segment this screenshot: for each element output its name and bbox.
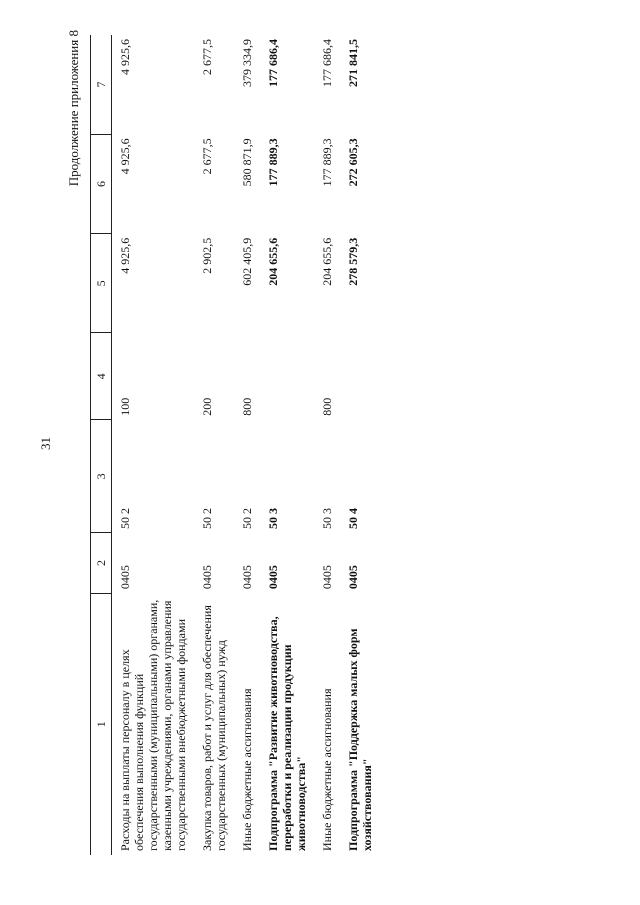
table-row xyxy=(194,35,234,855)
section-code: 0405 xyxy=(118,565,132,590)
program-code: 50 3 xyxy=(320,508,334,529)
column-header: 1 xyxy=(91,593,112,855)
amount-col5: 602 405,9 xyxy=(240,237,254,286)
amount-col7: 2 677,5 xyxy=(200,39,214,75)
subprogram-row xyxy=(340,35,380,855)
amount-col7: 271 841,5 xyxy=(346,39,360,87)
row-name: Подпрограмма "Развитие животноводства, переработки и реализации продукции животноводства" xyxy=(266,616,308,851)
expense-type: 800 xyxy=(240,397,254,416)
row-name: Подпрограмма "Поддержка малых форм хозяйствования" xyxy=(346,628,374,851)
row-name: Расходы на выплаты персоналу в целях обеспечения выполнения функций государственными (муниципальными) органами, казенными учреждениями, органами управления государственными внебюджетными фондами xyxy=(118,599,188,851)
amount-col5: 204 655,6 xyxy=(266,237,280,286)
amount-col6: 2 677,5 xyxy=(200,138,214,175)
amount-col7: 177 686,4 xyxy=(320,39,334,87)
expense-type: 200 xyxy=(200,397,214,416)
section-code: 0405 xyxy=(346,565,360,590)
column-header: 6 xyxy=(91,134,112,233)
expense-type: 800 xyxy=(320,397,334,416)
subprogram-row xyxy=(260,35,314,855)
amount-col7: 4 925,6 xyxy=(118,39,132,75)
appendix-caption: Продолжение приложения 8 xyxy=(66,30,81,187)
expense-type: 100 xyxy=(118,397,132,416)
column-number-row xyxy=(91,35,112,855)
amount-col6: 580 871,9 xyxy=(240,138,254,187)
program-code: 50 4 xyxy=(346,508,360,529)
row-name: Иные бюджетные ассигнования xyxy=(320,688,334,851)
amount-col6: 272 605,3 xyxy=(346,138,360,187)
program-code: 50 2 xyxy=(200,508,214,529)
section-code: 0405 xyxy=(240,565,254,590)
amount-col6: 4 925,6 xyxy=(118,138,132,175)
amount-col6: 177 889,3 xyxy=(266,138,280,187)
program-code: 50 2 xyxy=(118,508,132,529)
row-name: Иные бюджетные ассигнования xyxy=(240,688,254,851)
amount-col5: 4 925,6 xyxy=(118,237,132,274)
column-header: 3 xyxy=(91,420,112,533)
amount-col6: 177 889,3 xyxy=(320,138,334,187)
amount-col7: 379 334,9 xyxy=(240,39,254,87)
column-header: 5 xyxy=(91,234,112,333)
table-row xyxy=(112,35,195,855)
column-header: 2 xyxy=(91,533,112,593)
expense-type xyxy=(260,333,314,420)
budget-table xyxy=(90,35,380,855)
amount-col5: 2 902,5 xyxy=(200,237,214,274)
amount-col5: 204 655,6 xyxy=(320,237,334,286)
amount-col5: 278 579,3 xyxy=(346,237,360,286)
section-code: 0405 xyxy=(320,565,334,590)
section-code: 0405 xyxy=(266,565,280,590)
program-code: 50 3 xyxy=(266,508,280,529)
program-code: 50 2 xyxy=(240,508,254,529)
column-header: 7 xyxy=(91,35,112,134)
amount-col7: 177 686,4 xyxy=(266,39,280,87)
column-header: 4 xyxy=(91,333,112,420)
section-code: 0405 xyxy=(200,565,214,590)
table-row xyxy=(314,35,340,855)
page-number: 31 xyxy=(38,437,53,450)
row-name: Закупка товаров, работ и услуг для обеспечения государственных (муниципальных) нужд xyxy=(200,605,228,851)
expense-type xyxy=(340,333,380,420)
table-row xyxy=(234,35,260,855)
